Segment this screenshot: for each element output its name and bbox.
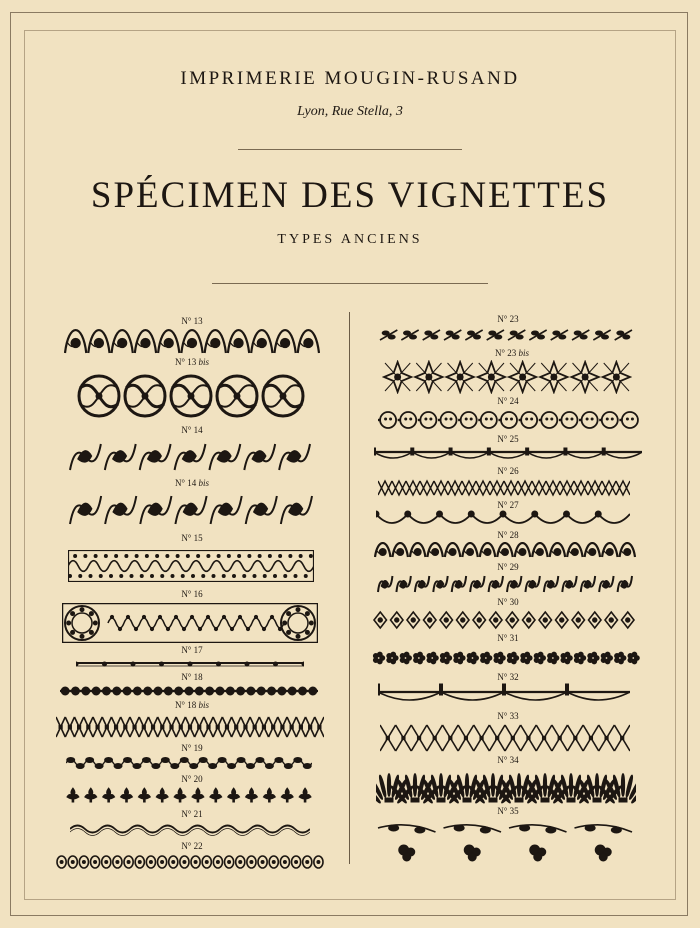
ornament-pattern [66,756,312,770]
ornament-pattern [62,603,318,643]
ornament-pattern [380,723,630,753]
ornament-band [378,410,640,430]
ornament-pattern [64,787,314,803]
specimen-label: N° 18 bis [174,700,210,710]
specimen-label: N° 33 [497,711,519,721]
ornament-pattern [374,446,642,464]
ornament-pattern [64,328,320,356]
ornament-pattern [378,327,634,343]
ornament-band [56,715,324,739]
ornament-band [372,648,640,668]
ornament-pattern [68,550,314,582]
ornament-pattern [76,657,304,669]
specimen-label: N° 22 [181,841,203,851]
specimen-label: N° 28 [497,530,519,540]
ornament-pattern [68,442,312,472]
specimen-label: N° 19 [181,743,203,753]
ornament-band [380,723,630,753]
specimen-label: N° 34 [497,755,519,765]
ornament-band [378,327,634,343]
ornament-band [66,756,312,770]
ornament-pattern [376,770,636,804]
ornament-band [76,657,304,669]
specimen-label: N° 15 [181,533,203,543]
specimen-label: N° 23 [497,314,519,324]
specimen-label: N° 31 [497,633,519,643]
ornament-band [376,574,634,594]
specimen-label: N° 14 [181,425,203,435]
specimen-label: N° 13 bis [174,357,210,367]
ornament-band [68,494,314,526]
ornament-pattern [372,648,640,668]
specimen-label: N° 17 [181,645,203,655]
specimen-label: N° 35 [497,806,519,816]
ornament-pattern [68,494,314,526]
ornament-pattern [376,574,634,594]
specimen-label: N° 20 [181,774,203,784]
specimen-label: N° 25 [497,434,519,444]
specimen-label: N° 26 [497,466,519,476]
page-title: SPÉCIMEN DES VIGNETTES [90,175,610,216]
ornament-pattern [378,682,630,708]
ornament-band [68,442,312,472]
ornament-pattern [60,685,318,697]
specimen-label: N° 29 [497,562,519,572]
ornament-band [56,854,324,870]
ornament-band [374,542,636,560]
column-divider [349,312,350,864]
specimen-label: N° 18 [181,672,203,682]
ornament-pattern [376,510,630,526]
ornament-band [378,478,630,498]
specimen-label: N° 32 [497,672,519,682]
ornament-pattern [56,854,324,870]
ornament-band [64,328,320,356]
printer-address: Lyon, Rue Stella, 3 [297,104,403,119]
specimen-label: N° 13 [181,316,203,326]
ornament-band [70,822,310,836]
specimen-label: N° 14 bis [174,478,210,488]
ornament-pattern [374,822,636,862]
ornament-pattern [76,372,306,420]
ornament-band [376,770,636,804]
ornament-pattern [382,360,632,394]
specimen-label: N° 27 [497,500,519,510]
ornament-pattern [70,822,310,836]
page-subtitle: TYPES ANCIENS [277,232,423,247]
printer-name: IMPRIMERIE MOUGIN-RUSAND [180,68,520,89]
specimen-label: N° 16 [181,589,203,599]
ornament-band [374,822,636,862]
ornament-band [64,787,314,803]
ornament-band [76,372,306,420]
specimen-label: N° 30 [497,597,519,607]
ornament-pattern [378,410,640,430]
ornament-band [372,610,636,630]
ornament-band [374,446,642,464]
specimen-label: N° 21 [181,809,203,819]
ornament-band [60,685,318,697]
specimen-label: N° 23 bis [494,348,530,358]
ornament-pattern [378,478,630,498]
ornament-band [376,510,630,526]
ornament-pattern [56,715,324,739]
header-rule-top [238,149,462,150]
header-rule-bottom [212,283,488,284]
ornament-pattern [372,610,636,630]
specimen-label: N° 24 [497,396,519,406]
ornament-band [68,550,314,582]
ornament-pattern [374,542,636,560]
ornament-band [62,603,318,643]
ornament-band [382,360,632,394]
ornament-band [378,682,630,708]
